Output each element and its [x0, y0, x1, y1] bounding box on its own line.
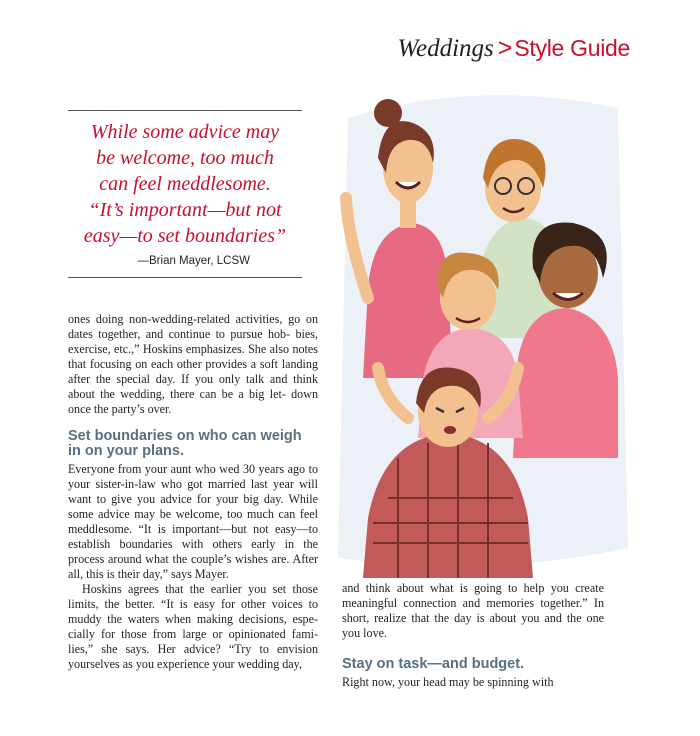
subheading: Stay on task—and budget. [342, 656, 525, 672]
body-paragraph: Hoskins agrees that the earlier you set those limits, the better. “It is easy for other voices to muddy the waters when making decisions, espe- cially for those from large or opinionated fami- lies,” she says. Her advice? “Try to envision yourselves as you experience your wedding day, [68, 582, 318, 671]
section-title: Weddings [397, 35, 494, 62]
body-paragraph: and think about what is going to help you create meaningful connection and memories together.” In short, realize that the day is about you and the one you love. [342, 581, 604, 640]
page-header [397, 34, 630, 63]
pull-quote-line: easy—to set boundaries” [83, 225, 287, 247]
pull-quote-line: “It’s important—but not [88, 199, 282, 221]
body-paragraph: ones doing non-wedding-related activities, go on dates together, and continue to pursue hob- bies, exercise, etc.,” Hoskins emphasizes. She also notes that focusing on each other provides a soft landing after the special day. If you only talk and think about the wedding, there can be a big let- down once the party’s over. [68, 312, 318, 416]
pull-quote-line: can feel meddlesome. [99, 173, 271, 195]
article-column-2 [342, 581, 604, 690]
illustration-art [328, 78, 630, 578]
pull-quote-line: While some advice may [90, 121, 280, 143]
pull-quote-text [68, 119, 302, 249]
breadcrumb-separator: > [497, 34, 513, 62]
pull-quote-line: be welcome, too much [96, 147, 274, 169]
body-paragraph: Everyone from your aunt who wed 30 years ago to your sister-in-law who got married last year will want to give you advice for your big day. While some advice may be welcome, too much can feel meddlesome. “It is important—but not easy—to establish boundaries with others early in the process around what the couple’s wishes are. After all, this is their day,” says Mayer. [68, 462, 318, 581]
body-paragraph: Right now, your head may be spinning with [342, 675, 554, 689]
subheading: Set boundaries on who can weigh in on your plans. [68, 428, 302, 459]
pull-quote [68, 110, 302, 278]
illustration [328, 78, 630, 578]
pull-quote-attribution: —Brian Mayer, LCSW [137, 255, 250, 267]
subsection-title: Style Guide [514, 35, 630, 61]
article-column-1 [68, 312, 318, 672]
